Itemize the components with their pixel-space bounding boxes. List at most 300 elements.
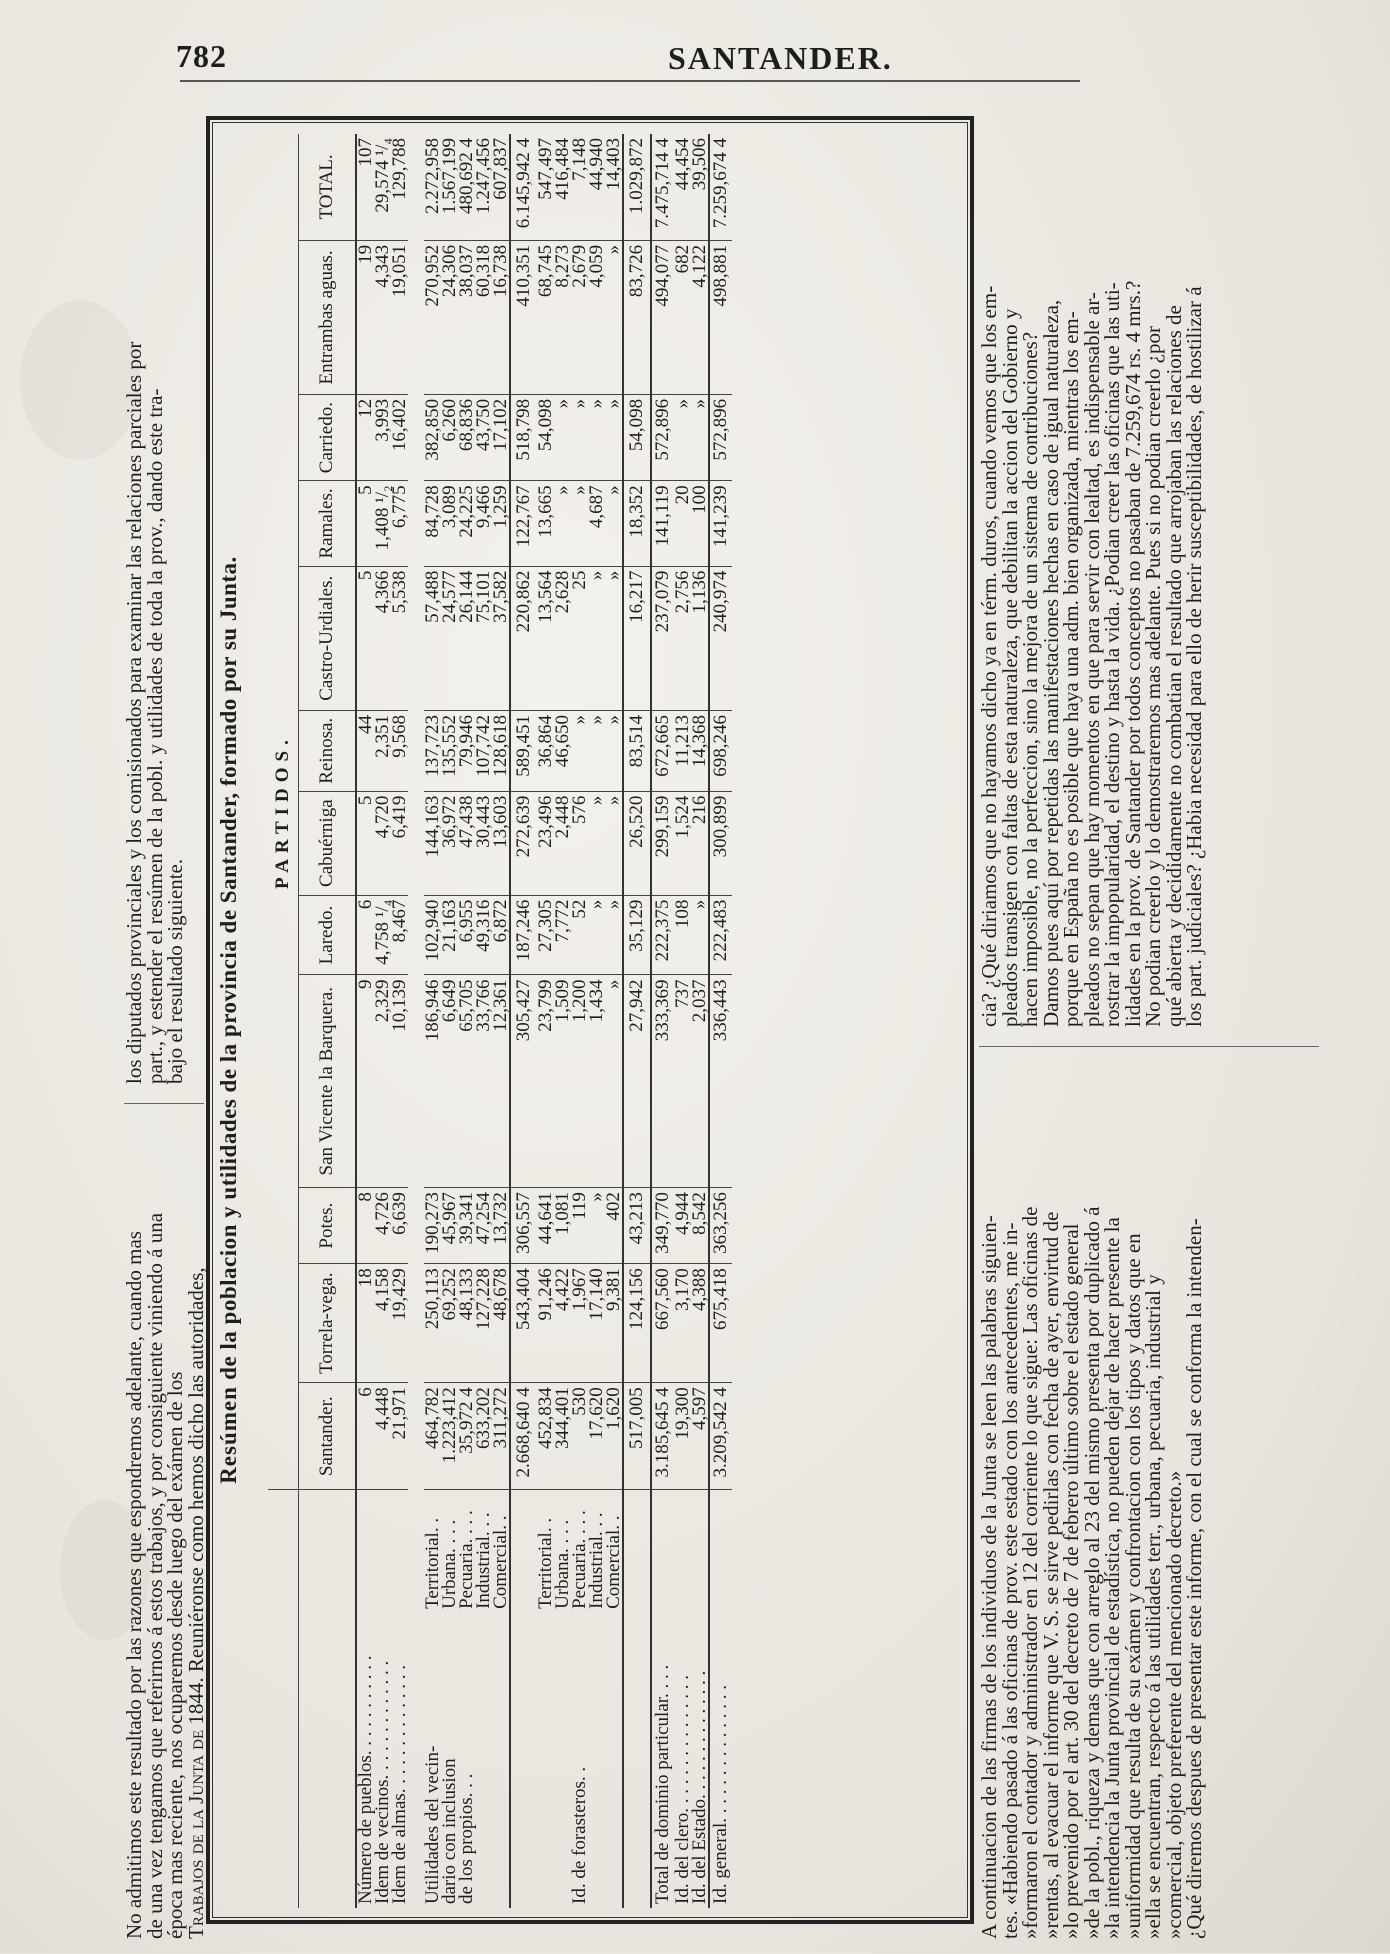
table-cell: 2,448 <box>554 791 571 895</box>
table-cell: 108 <box>674 895 691 975</box>
table-cell: 305,427 <box>510 975 537 1188</box>
table-cell: 13,732 <box>492 1188 510 1264</box>
text-line: »comercial, objeto preferente del mencionado decreto.» <box>1161 1470 1186 1939</box>
table-cell: » <box>571 394 588 480</box>
row-sublabel <box>510 1490 537 1613</box>
table-cell: 2.272,958 <box>424 134 441 240</box>
table-cell: 84,728 <box>424 481 441 566</box>
table-cell: » <box>588 791 605 895</box>
row-label: Número de pueblos. . . . . . . . . . . <box>355 1655 376 1904</box>
table-cell: » <box>605 895 623 975</box>
row-label: de los propios. . . <box>456 1773 477 1904</box>
table-cell: 216 <box>691 791 709 895</box>
table-cell: 1,434 <box>588 975 605 1188</box>
table-cell: 4,758 ¹/₄ <box>374 895 391 975</box>
table-cell: 49,316 <box>475 895 492 975</box>
row-sublabel: Pecuaria. . . . <box>456 1510 477 1609</box>
intro-paragraph <box>122 69 208 1939</box>
table-cell: 24,225 <box>458 481 475 566</box>
table-cell: 1.029,872 <box>623 134 651 240</box>
text-line: pleados transigen con faltas de esta naturaleza, que debilitan la accion del Gobierno y <box>997 308 1022 1027</box>
table-cell: 37,582 <box>492 566 510 710</box>
table-cell: 54,098 <box>623 394 651 480</box>
text-line: »ella se encuentran, respecto á las utilidades terr., urbana, pecuaria, industrial y <box>1141 1274 1165 1939</box>
table-cell: 6 <box>356 1383 374 1490</box>
column-header: Entrambas aguas. <box>299 240 357 394</box>
row-sublabel: Urbana. . . . <box>552 1519 573 1609</box>
table-cell: 16,217 <box>623 566 651 710</box>
row-sublabel: Industrial. . . <box>473 1512 494 1609</box>
row-sublabel: Territorial. . <box>422 1517 443 1609</box>
table-cell: 494,077 <box>651 240 674 394</box>
row-label <box>537 1613 554 1908</box>
table-cell: 17,140 <box>588 1264 605 1383</box>
intro-right-column <box>124 284 186 1084</box>
table-cell: 2,037 <box>691 975 709 1188</box>
table-cell: 3.185,645 4 <box>651 1383 674 1490</box>
table-cell: 1,200 <box>571 975 588 1188</box>
row-sublabel: Urbana. . . . <box>439 1519 460 1609</box>
table-cell: 464,782 <box>424 1383 441 1490</box>
table-cell: » <box>674 394 691 480</box>
table-cell: 35,972 4 <box>458 1383 475 1490</box>
table-cell: » <box>605 710 623 791</box>
table-cell: 698,246 <box>709 710 732 791</box>
table-cell: 44 <box>356 710 374 791</box>
table-cell: 24,306 <box>441 240 458 394</box>
table-cell: 52 <box>571 895 588 975</box>
table-cell: 83,726 <box>623 240 651 394</box>
table-row <box>492 134 510 1908</box>
text-line: »lo prevenido por el art. 30 del decreto de 7 de febrero último sobre el estado general <box>1059 1223 1083 1939</box>
table-cell: » <box>571 710 588 791</box>
table-cell: 83,514 <box>623 710 651 791</box>
table-cell: 190,273 <box>424 1188 441 1264</box>
text-line: »uniformidad que resulta de su exámen y confrontacion con los tipos y datos que en <box>1120 1233 1145 1939</box>
body-right-column <box>979 127 1205 1027</box>
table-cell: 68,836 <box>458 394 475 480</box>
table-cell: 19 <box>356 240 374 394</box>
table-cell: 270,952 <box>424 240 441 394</box>
table-cell: 8 <box>356 1188 374 1264</box>
table-cell: 6,955 <box>458 895 475 975</box>
table-cell: 363,256 <box>709 1188 732 1264</box>
row-label <box>510 1613 537 1908</box>
table-cell: 1,620 <box>605 1383 623 1490</box>
text-line: qué abierta y decididamente no combatian el resultado que arrojaban las relaciones de <box>1161 305 1186 1027</box>
table-cell: » <box>605 394 623 480</box>
table-cell: » <box>554 481 571 566</box>
table-cell: 480,692 4 <box>458 134 475 240</box>
table-cell: 1,081 <box>554 1188 571 1264</box>
table-cell: 572,896 <box>709 394 732 480</box>
table-cell: 607,837 <box>492 134 510 240</box>
row-sublabel <box>691 1490 709 1613</box>
text-line: »rentas, al evacuar el informe que V. S. se sirve pedirlas con fecha de ayer, envirtud de <box>1038 1211 1063 1939</box>
table-cell: 572,896 <box>651 394 674 480</box>
table-cell: 36,864 <box>537 710 554 791</box>
text-line: cia? ¿Qué diriamos que no hayamos dicho ya en térm. duros, cuando vemos que los em- <box>977 285 1001 1027</box>
column-header: Potes. <box>299 1188 357 1264</box>
table-cell: 44,454 <box>674 134 691 240</box>
table-cell: 576 <box>571 791 588 895</box>
table-cell: » <box>588 394 605 480</box>
table-cell: 60,318 <box>475 240 492 394</box>
row-sublabel: Industrial. . . <box>586 1512 607 1609</box>
table-cell: 19,300 <box>674 1383 691 1490</box>
text-line: hacen imposible, no la perfeccion, sino la mejora de un sistema de contribuciones? <box>1018 331 1042 1027</box>
table-cell: 530 <box>571 1383 588 1490</box>
text-line: No podian creerlo y lo demostraremos mas adelante. Pues si no podian creerlo ¿por <box>1141 326 1165 1027</box>
text-line: los part. judiciales? ¿Habia necesidad para ello de herir susceptibilidades, de hostilizar á <box>1182 286 1206 1027</box>
table-cell: 43,750 <box>475 394 492 480</box>
text-line: porque en España no es posible que haya una adm. bien organizada, mientras los em- <box>1059 311 1083 1027</box>
text-line: los diputados provinciales y los comisionados para examinar las relaciones parciales por <box>122 341 146 1084</box>
table-cell: 57,488 <box>424 566 441 710</box>
table-cell: 127,228 <box>475 1264 492 1383</box>
table-cell: 7.475,714 4 <box>651 134 674 240</box>
table-cell: 14,368 <box>691 710 709 791</box>
row-sublabel: Territorial. . <box>535 1517 556 1609</box>
table-cell: » <box>588 710 605 791</box>
table-cell: 21,163 <box>441 895 458 975</box>
body-left-column <box>979 1069 1205 1939</box>
table-cell: 47,254 <box>475 1188 492 1264</box>
table-cell: 38,037 <box>458 240 475 394</box>
table-cell: 6,419 <box>391 791 408 895</box>
table-cell: 44,940 <box>588 134 605 240</box>
row-sublabel <box>623 1490 651 1613</box>
table-row <box>651 134 674 1908</box>
table-cell: » <box>605 791 623 895</box>
table-cell: 5,538 <box>391 566 408 710</box>
table-cell: 306,557 <box>510 1188 537 1264</box>
text-line: A continuacion de las firmas de los individuos de la Junta se leen las palabras siguien- <box>977 1215 1001 1939</box>
row-label: Id. del Estado. . . . . . . . . . . . . . <box>689 1670 710 1904</box>
table-cell: 4,422 <box>554 1264 571 1383</box>
table-cell: 2,351 <box>374 710 391 791</box>
table-cell: 222,375 <box>651 895 674 975</box>
table-cell: 300,899 <box>709 791 732 895</box>
table-cell: 13,665 <box>537 481 554 566</box>
table-cell: 13,603 <box>492 791 510 895</box>
table-cell: 7,148 <box>571 134 588 240</box>
table-cell: 68,745 <box>537 240 554 394</box>
table-cell: 18,352 <box>623 481 651 566</box>
column-header: Ramales. <box>299 481 357 566</box>
table-cell: 69,252 <box>441 1264 458 1383</box>
table-cell: 1.247,456 <box>475 134 492 240</box>
text-line: rostrar la impopularidad, el destino y hasta la vida. ¿Podian creer las oficinas que las uti- <box>1100 282 1124 1027</box>
table-cell: 18 <box>356 1264 374 1383</box>
table-cell: 737 <box>674 975 691 1188</box>
table-cell: » <box>691 394 709 480</box>
row-label <box>492 1613 510 1908</box>
row-sublabel: Comercial. . <box>490 1515 511 1609</box>
row-sublabel <box>374 1490 391 1613</box>
table-cell: 44,641 <box>537 1188 554 1264</box>
table-cell: 100 <box>691 481 709 566</box>
table-cell: 30,443 <box>475 791 492 895</box>
table-cell: 349,770 <box>651 1188 674 1264</box>
table-cell: 6,872 <box>492 895 510 975</box>
blank-header <box>268 1490 299 1908</box>
table-cell: 17,102 <box>492 394 510 480</box>
table-cell: 65,705 <box>458 975 475 1188</box>
blank-header <box>299 1490 357 1908</box>
table-cell: 25 <box>571 566 588 710</box>
table-cell: 8,467 <box>391 895 408 975</box>
table-cell: 91,246 <box>537 1264 554 1383</box>
table-cell: 7.259,674 4 <box>709 134 732 240</box>
table-cell: 24,577 <box>441 566 458 710</box>
table-row <box>691 134 709 1908</box>
table-cell: 27,305 <box>537 895 554 975</box>
table-cell: 35,129 <box>623 895 651 975</box>
intro-left-column <box>124 1124 206 1939</box>
table-cell: 1,524 <box>674 791 691 895</box>
table-cell: 21,971 <box>391 1383 408 1490</box>
table-cell: 26,144 <box>458 566 475 710</box>
row-label <box>623 1613 651 1908</box>
table-cell: 672,665 <box>651 710 674 791</box>
table-cell: 9,381 <box>605 1264 623 1383</box>
text-line: lidades en la prov. de Santander por todos conceptos no pasaban de 7.259,674 rs. 4 mrs.? <box>1120 280 1145 1027</box>
column-header: Reinosa. <box>299 710 357 791</box>
row-label: Total de dominio particular. . . . <box>651 1613 674 1908</box>
table-cell: 79,946 <box>458 710 475 791</box>
table-cell: » <box>588 1188 605 1264</box>
table-cell: 141,239 <box>709 481 732 566</box>
text-line: ¿Qué diremos despues de presentar este informe, con el cual se conforma la intenden- <box>1182 1218 1206 1939</box>
table-cell: 4,122 <box>691 240 709 394</box>
row-sublabel: Comercial. . <box>603 1515 624 1609</box>
column-header: Torrela-vega. <box>299 1264 357 1383</box>
table-cell: 498,881 <box>709 240 732 394</box>
table-cell: 5 <box>356 791 374 895</box>
table-cell: 16,402 <box>391 394 408 480</box>
table-cell: 4,597 <box>691 1383 709 1490</box>
row-label: dario con inclusion <box>439 1758 460 1904</box>
column-header: Castro-Urdiales. <box>299 566 357 710</box>
text-line: de una vez tengamos que referirnos á estos trabajos, y por consiguiente viniendo á una <box>142 1212 167 1939</box>
table-cell: 4,687 <box>588 481 605 566</box>
table-cell: 20 <box>674 481 691 566</box>
table-cell: 135,552 <box>441 710 458 791</box>
table-cell: 11,213 <box>674 710 691 791</box>
row-sublabel <box>651 1490 674 1613</box>
table-cell: 6,639 <box>391 1188 408 1264</box>
table-cell: 16,738 <box>492 240 510 394</box>
table-cell: 2,756 <box>674 566 691 710</box>
table-cell: » <box>605 566 623 710</box>
table-cell: 589,451 <box>510 710 537 791</box>
table-cell: 48,133 <box>458 1264 475 1383</box>
table-cell: 1,967 <box>571 1264 588 1383</box>
column-header: TOTAL. <box>299 134 357 240</box>
table-cell: 9 <box>356 975 374 1188</box>
table-cell: 29,574 ¹/₄ <box>374 134 391 240</box>
table-cell: 6.145,942 4 <box>510 134 537 240</box>
table-title-rest: de la poblacion y utilidades de la provincia de Santander, formado por su Junta. <box>216 556 241 1380</box>
table-cell: 1.223,412 <box>441 1383 458 1490</box>
row-label: Id. general. . . . . . . . . . . . . . . <box>709 1613 732 1908</box>
table-cell: 10,139 <box>391 975 408 1188</box>
table-cell: » <box>588 566 605 710</box>
body-paragraph <box>979 79 1349 1939</box>
text-line: tes. «Habiendo pasado á las oficinas de prov. este estado con los antecedentes, me in- <box>997 1222 1022 1939</box>
column-header: Santander. <box>299 1383 357 1490</box>
table-cell: 344,401 <box>554 1383 571 1490</box>
table-cell: 4,158 <box>374 1264 391 1383</box>
table-cell: 26,520 <box>623 791 651 895</box>
table-cell: 3.209,542 4 <box>709 1383 732 1490</box>
table-cell: 46,650 <box>554 710 571 791</box>
table-cell: 682 <box>674 240 691 394</box>
table-cell: 187,246 <box>510 895 537 975</box>
row-label <box>588 1613 605 1908</box>
table-cell: 43,213 <box>623 1188 651 1264</box>
table-cell: 119 <box>571 1188 588 1264</box>
table-title-lead: Resúmen <box>216 1386 241 1484</box>
table-cell: 144,163 <box>424 791 441 895</box>
table-cell: 4,388 <box>691 1264 709 1383</box>
table-cell: 382,850 <box>424 394 441 480</box>
table-cell: 1,509 <box>554 975 571 1188</box>
table-row <box>605 134 623 1908</box>
row-sublabel <box>356 1490 374 1613</box>
table-cell: 240,974 <box>709 566 732 710</box>
table-cell: 13,564 <box>537 566 554 710</box>
table-cell: 17,620 <box>588 1383 605 1490</box>
table-cell: 222,483 <box>709 895 732 975</box>
table-cell: 9,466 <box>475 481 492 566</box>
table-cell: 4,720 <box>374 791 391 895</box>
row-sublabel <box>391 1490 408 1613</box>
table-cell: 2,628 <box>554 566 571 710</box>
table-cell: 6 <box>356 895 374 975</box>
table-cell: 12,361 <box>492 975 510 1188</box>
table-cell: 3,993 <box>374 394 391 480</box>
table-cell: 45,967 <box>441 1188 458 1264</box>
table-cell: 333,369 <box>651 975 674 1188</box>
table-cell: 237,079 <box>651 566 674 710</box>
table-row <box>709 134 732 1908</box>
text-line: part., y estender el resúmen de la pobl. y utilidades de toda la prov., dando este tra- <box>142 388 167 1084</box>
table-cell: 33,766 <box>475 975 492 1188</box>
text-line: pleados no sepan que hay momentos en que para servir con lealtad, es indispensable ar- <box>1079 292 1104 1027</box>
table-cell: 47,438 <box>458 791 475 895</box>
table-cell: 7,772 <box>554 895 571 975</box>
table-cell: 124,156 <box>623 1264 651 1383</box>
table-cell: 272,639 <box>510 791 537 895</box>
table-cell: 137,723 <box>424 710 441 791</box>
table-cell: 336,443 <box>709 975 732 1188</box>
text-line: bajo el resultado siguiente. <box>163 858 187 1084</box>
table-cell: 129,788 <box>391 134 408 240</box>
table-cell: 107 <box>356 134 374 240</box>
table-cell: 23,496 <box>537 791 554 895</box>
row-label <box>475 1613 492 1908</box>
table-cell: 107,742 <box>475 710 492 791</box>
row-sublabel <box>709 1490 732 1613</box>
column-header: San Vicente la Barquera. <box>299 975 357 1188</box>
row-label: Utilidades del vecin- <box>422 1745 443 1904</box>
table-cell: 402 <box>605 1188 623 1264</box>
table-row <box>510 134 537 1908</box>
page-number: 782 <box>176 38 227 74</box>
row-label: Id. del clero. . . . . . . . . . . . . . . <box>672 1674 693 1904</box>
table-cell: 5 <box>356 481 374 566</box>
table-cell: 36,972 <box>441 791 458 895</box>
table-cell: 2,329 <box>374 975 391 1188</box>
row-sublabel <box>674 1490 691 1613</box>
table-cell: » <box>571 481 588 566</box>
table-cell: 75,101 <box>475 566 492 710</box>
table-cell: 452,834 <box>537 1383 554 1490</box>
row-sublabel: Pecuaria. . . . <box>569 1510 590 1609</box>
table-cell: 6,260 <box>441 394 458 480</box>
table-cell: 4,343 <box>374 240 391 394</box>
table-cell: 9,568 <box>391 710 408 791</box>
table-cell: 517,005 <box>623 1383 651 1490</box>
table-cell: 4,366 <box>374 566 391 710</box>
table-cell: 299,159 <box>651 791 674 895</box>
table-cell: 1,136 <box>691 566 709 710</box>
row-label: Id. de forasteros. . <box>569 1766 590 1904</box>
row-label: Idem de vecinos. . . . . . . . . . . . . <box>372 1660 393 1904</box>
table-cell: 633,202 <box>475 1383 492 1490</box>
text-line: Damos pues aquí por repetidas las manifestaciones hechas en caso de igual naturaleza, <box>1038 299 1063 1027</box>
table-cell: 48,678 <box>492 1264 510 1383</box>
table-cell: 39,341 <box>458 1188 475 1264</box>
table-cell: 547,497 <box>537 134 554 240</box>
text-line: »formaron el contador y administrador en 12 del corriente lo que sigue: Las oficinas de <box>1018 1206 1042 1939</box>
text-line: »de la pobl., riqueza y demas que con arreglo al 23 del mismo presenta por duplicado á <box>1079 1206 1104 1939</box>
table-cell: 122,767 <box>510 481 537 566</box>
text-fragment: Reuniéronse como hemos dicho las autoridades, <box>183 1267 208 1678</box>
table-cell: 220,862 <box>510 566 537 710</box>
table-cell: 128,618 <box>492 710 510 791</box>
table-cell: 311,272 <box>492 1383 510 1490</box>
table-cell: 667,560 <box>651 1264 674 1383</box>
table-cell: 416,484 <box>554 134 571 240</box>
table-cell: 54,098 <box>537 394 554 480</box>
table-cell: 186,946 <box>424 975 441 1188</box>
rotated-content <box>124 84 1344 1954</box>
table-cell: 675,418 <box>709 1264 732 1383</box>
table-cell: » <box>554 394 571 480</box>
table-cell: 2.668,640 4 <box>510 1383 537 1490</box>
table-cell: 8,542 <box>691 1188 709 1264</box>
column-header: Cabuérniga <box>299 791 357 895</box>
table-cell: 518,798 <box>510 394 537 480</box>
table-cell: 4,726 <box>374 1188 391 1264</box>
table-cell: 410,351 <box>510 240 537 394</box>
table-cell: 19,429 <box>391 1264 408 1383</box>
table-cell: 5 <box>356 566 374 710</box>
table-cell: » <box>588 895 605 975</box>
table-title <box>216 120 242 1920</box>
table-cell: 1.567,199 <box>441 134 458 240</box>
table-cell: 4,944 <box>674 1188 691 1264</box>
column-separator <box>124 1103 204 1104</box>
table-cell: 543,404 <box>510 1264 537 1383</box>
text-line: »la intendencia la Junta provincial de estadística, no pueden dejar de hacer presente la <box>1100 1217 1124 1939</box>
row-label: Idem de almas. . . . . . . . . . . . . . <box>389 1664 410 1904</box>
column-header: Carriedo. <box>299 394 357 480</box>
column-header: Laredo. <box>299 895 357 975</box>
